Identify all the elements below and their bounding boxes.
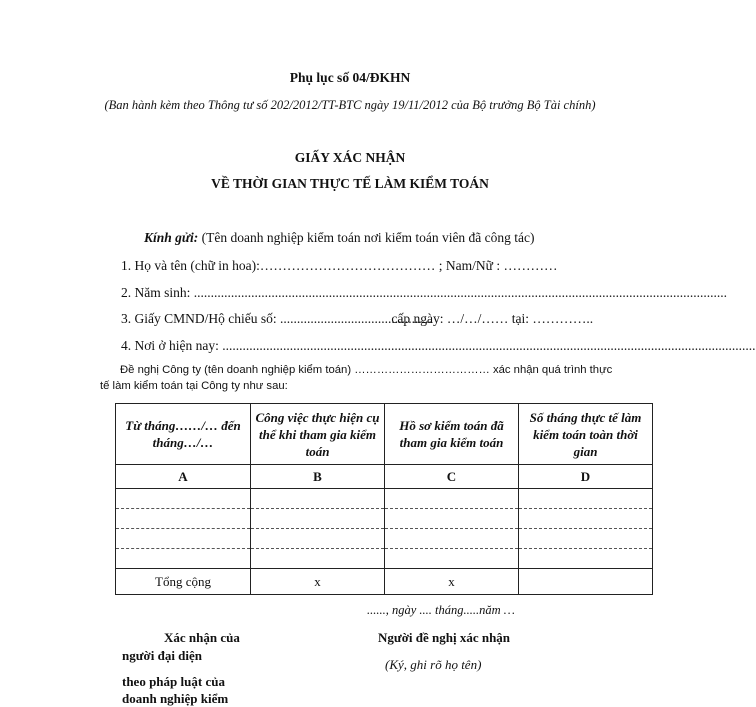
field-birth-year bbox=[121, 285, 727, 301]
table-row bbox=[116, 529, 653, 549]
requester-signature-title: Người đề nghị xác nhận bbox=[378, 630, 511, 645]
header-work-done: Công việc thực hiện cụ thể khi tham gia kiểm toán bbox=[251, 404, 385, 465]
legal-rep-confirmation-line-2: người đại diện bbox=[122, 648, 203, 663]
request-paragraph-line-2: tế làm kiểm toán tại Công ty như sau: bbox=[100, 380, 288, 392]
table-cell bbox=[385, 509, 519, 529]
field-full-name: 1. Họ và tên (chữ in hoa):………………………………… ; Nam/Nữ : ………… bbox=[121, 258, 558, 273]
total-cell-c: x bbox=[385, 569, 519, 595]
table-cell bbox=[251, 549, 385, 569]
field-id-number bbox=[121, 311, 593, 327]
legal-rep-confirmation-line-4: doanh nghiệp kiểm bbox=[122, 691, 229, 706]
request-paragraph-line-1: Đề nghị Công ty (tên doanh nghiệp kiểm toán) ……………………………… xác nhận quá trình thực bbox=[120, 364, 613, 376]
header-months: Số tháng thực tế làm kiểm toán toàn thời gian bbox=[519, 404, 653, 465]
table-cell bbox=[251, 509, 385, 529]
id-number-label: 3. Giấy CMND/Hộ chiếu số: bbox=[121, 311, 277, 326]
addressee-label: Kính gửi: bbox=[144, 230, 199, 245]
addressee-line bbox=[144, 230, 535, 246]
table-total-row bbox=[116, 569, 653, 595]
column-letter: D bbox=[519, 465, 653, 489]
addressee-text: (Tên doanh nghiệp kiểm toán nơi kiểm toán viên đã công tác) bbox=[201, 230, 535, 245]
column-letter: C bbox=[385, 465, 519, 489]
table-cell bbox=[116, 489, 251, 509]
table-cell bbox=[251, 529, 385, 549]
column-letter: A bbox=[116, 465, 251, 489]
table-cell bbox=[385, 549, 519, 569]
birth-year-dots: .............................................................................................................................................................. bbox=[193, 285, 727, 300]
total-label: Tổng cộng bbox=[116, 569, 251, 595]
requester-signature-note: (Ký, ghi rõ họ tên) bbox=[385, 657, 482, 672]
date-line: ......, ngày .... tháng.....năm … bbox=[367, 603, 515, 617]
issued-note: (Ban hành kèm theo Thông tư số 202/2012/TT-BTC ngày 19/11/2012 của Bộ trưởng Bộ Tài chính) bbox=[104, 98, 596, 112]
table-cell bbox=[385, 489, 519, 509]
document-title: GIẤY XÁC NHẬN bbox=[294, 150, 406, 165]
table-cell bbox=[116, 549, 251, 569]
address-dots: .............................................................................................................................................................. bbox=[222, 338, 756, 353]
table-header-row bbox=[116, 404, 653, 465]
appendix-number: Phụ lục số 04/ĐKHN bbox=[289, 70, 411, 85]
header-period: Từ tháng……/… đến tháng…/… bbox=[116, 404, 251, 465]
header-audit-files: Hồ sơ kiểm toán đã tham gia kiểm toán bbox=[385, 404, 519, 465]
birth-year-label: 2. Năm sinh: bbox=[121, 285, 191, 300]
table-cell bbox=[519, 529, 653, 549]
table-row bbox=[116, 489, 653, 509]
table-cell bbox=[519, 509, 653, 529]
table-cell bbox=[116, 509, 251, 529]
table-cell bbox=[251, 489, 385, 509]
column-letter: B bbox=[251, 465, 385, 489]
table-cell bbox=[385, 529, 519, 549]
legal-rep-confirmation-line-3: theo pháp luật của bbox=[122, 674, 225, 689]
table-row bbox=[116, 549, 653, 569]
field-current-address bbox=[121, 338, 756, 354]
document-subtitle: VỀ THỜI GIAN THỰC TẾ LÀM KIỂM TOÁN bbox=[211, 176, 489, 191]
table-cell bbox=[116, 529, 251, 549]
table-row bbox=[116, 509, 653, 529]
total-cell-d bbox=[519, 569, 653, 595]
address-label: 4. Nơi ở hiện nay: bbox=[121, 338, 219, 353]
id-number-dots: ............................................. bbox=[280, 311, 432, 326]
id-issue-date: cấp ngày: …/…/…… tại: ………….. bbox=[391, 311, 594, 326]
table-column-letters bbox=[116, 465, 653, 489]
legal-rep-confirmation-line-1: Xác nhận của bbox=[164, 630, 240, 645]
table-cell bbox=[519, 489, 653, 509]
table-cell bbox=[519, 549, 653, 569]
audit-time-table bbox=[115, 403, 653, 595]
total-cell-b: x bbox=[251, 569, 385, 595]
